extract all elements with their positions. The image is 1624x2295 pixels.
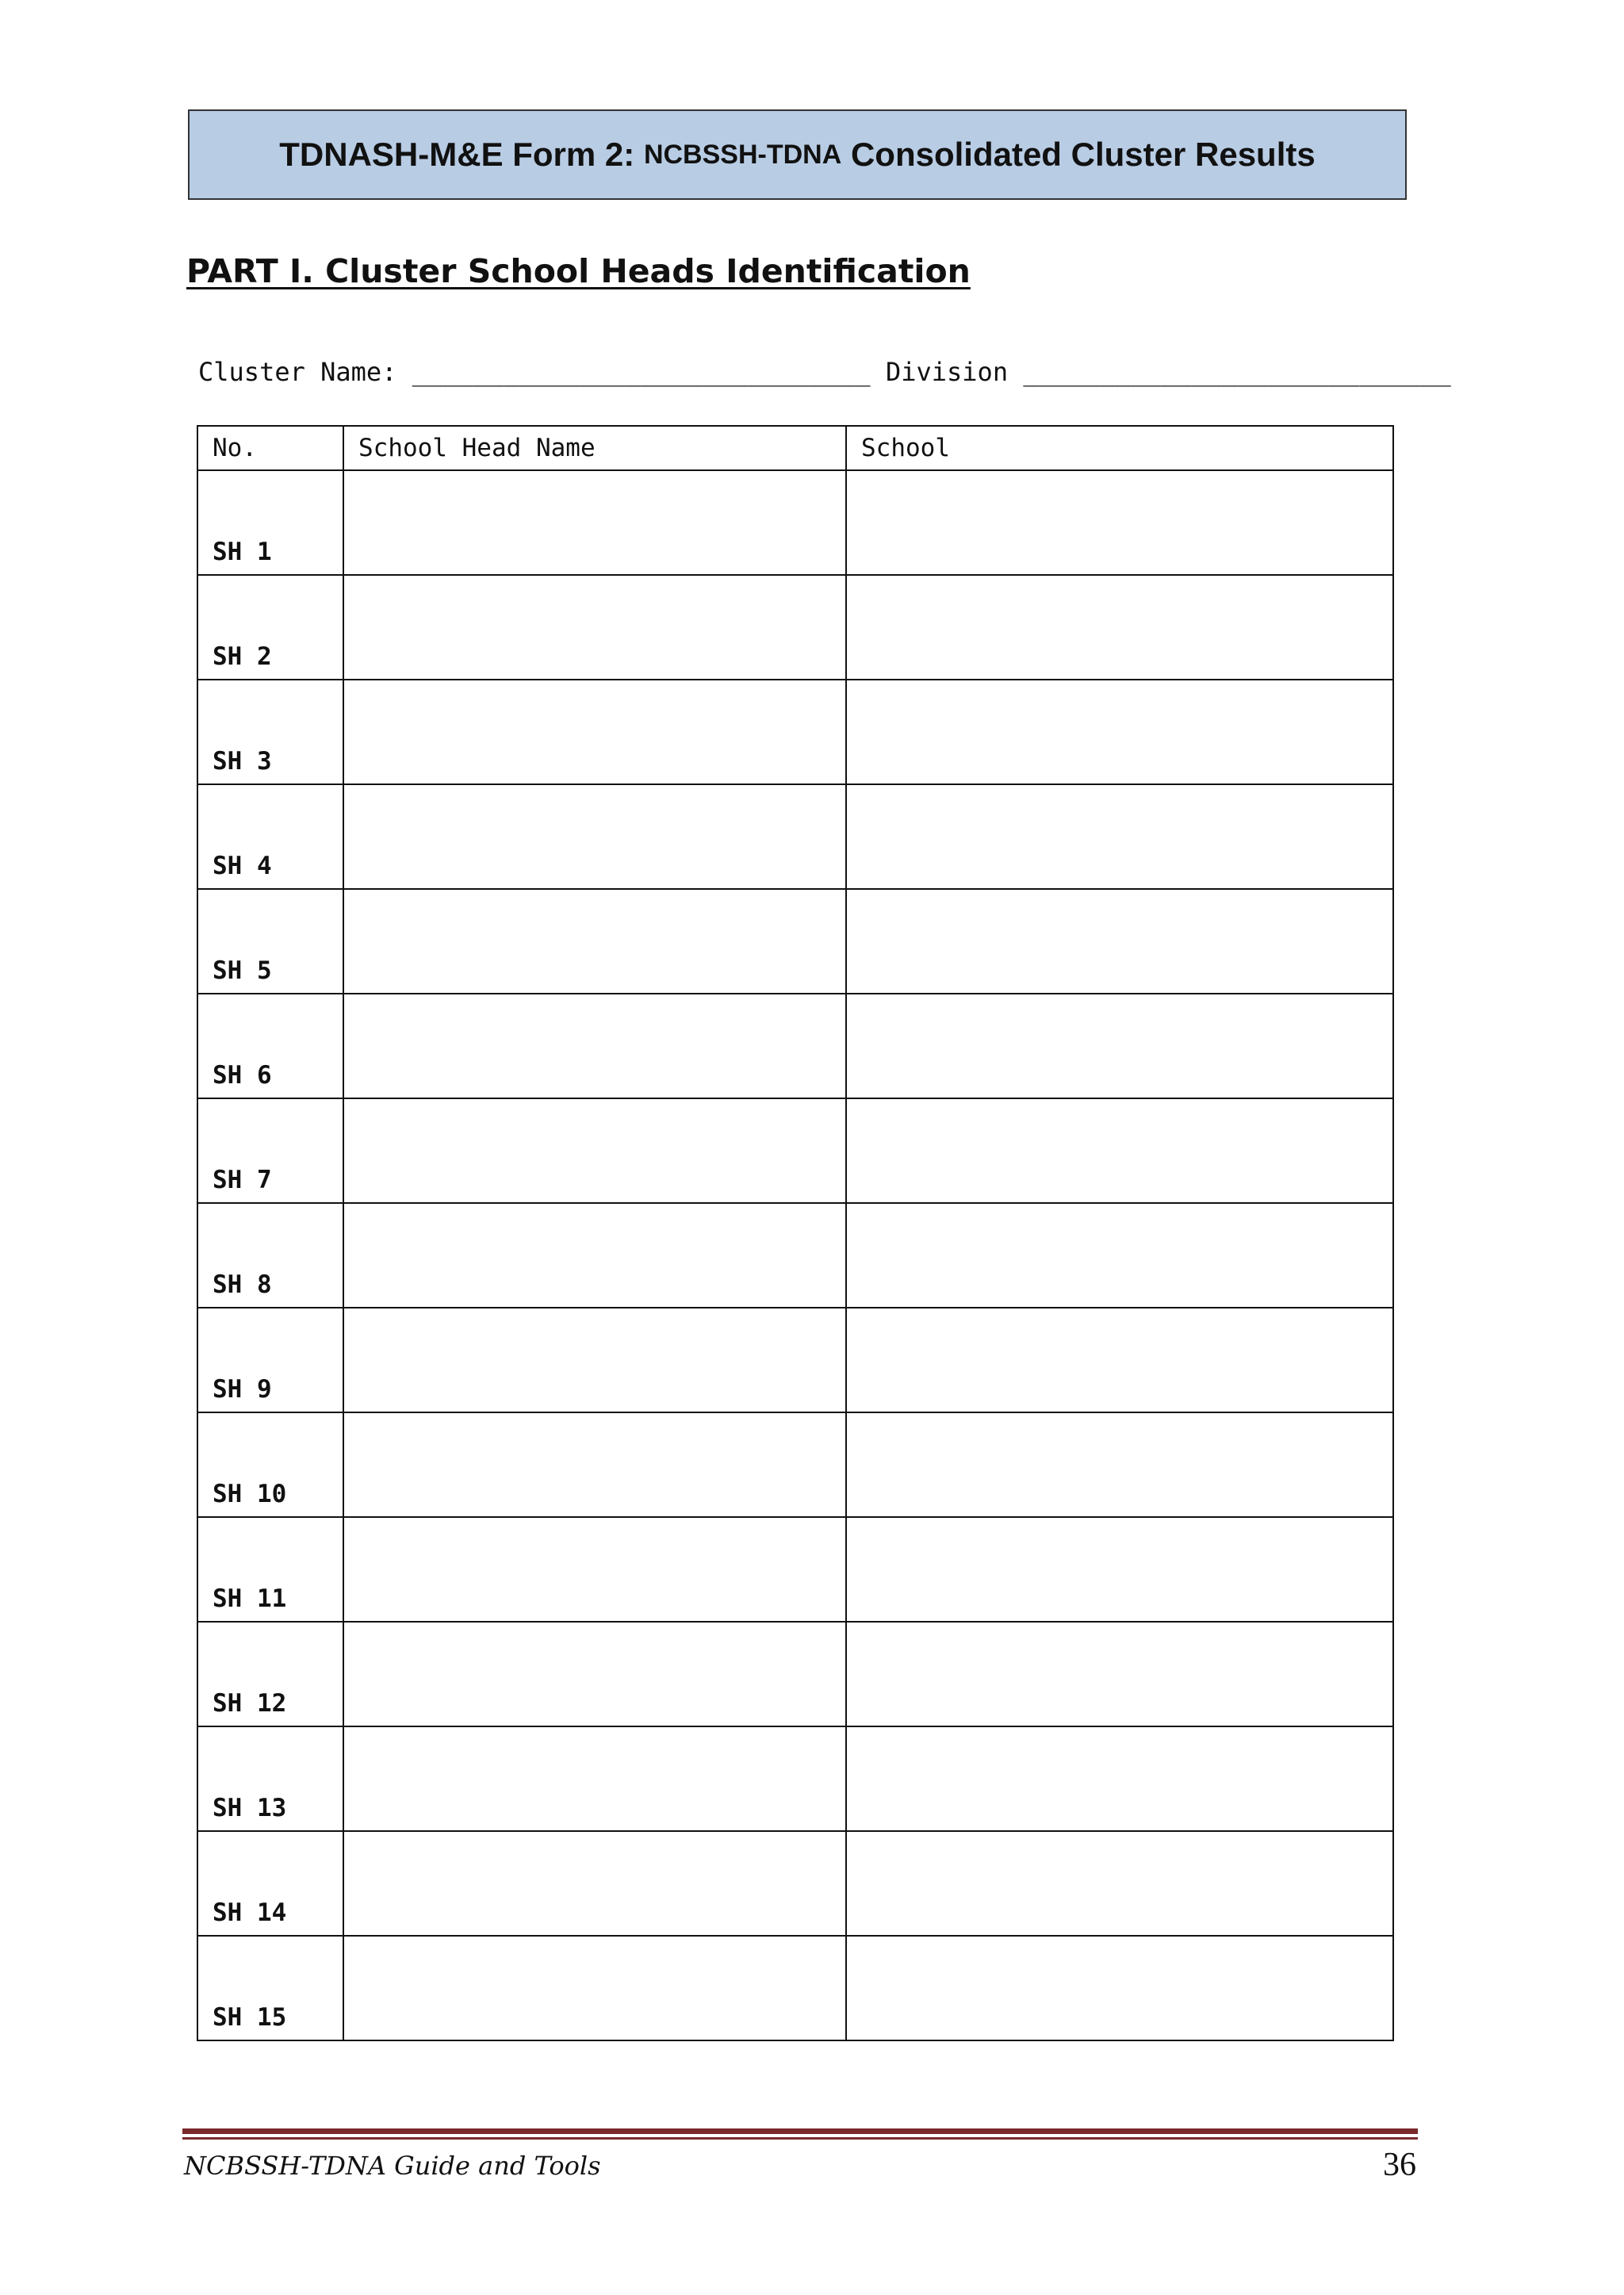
- table-header-row: [197, 426, 1393, 470]
- school-head-name-cell[interactable]: [343, 470, 846, 575]
- table-row: [197, 1726, 1393, 1831]
- school-head-name-cell[interactable]: [343, 1831, 846, 1936]
- school-head-name-cell[interactable]: [343, 1412, 846, 1517]
- form-title-colon: :: [623, 136, 635, 173]
- school-cell[interactable]: [846, 1622, 1393, 1726]
- school-cell[interactable]: [846, 994, 1393, 1098]
- table-row: [197, 470, 1393, 575]
- school-cell[interactable]: [846, 470, 1393, 575]
- row-number: SH 2: [197, 575, 343, 680]
- school-cell[interactable]: [846, 575, 1393, 680]
- row-number: SH 5: [197, 889, 343, 994]
- school-cell[interactable]: [846, 1517, 1393, 1622]
- school-cell[interactable]: [846, 1831, 1393, 1936]
- row-number: SH 14: [197, 1831, 343, 1936]
- row-number: SH 7: [197, 1098, 343, 1203]
- row-number: SH 13: [197, 1726, 343, 1831]
- table-row: [197, 1517, 1393, 1622]
- form-title-part1: TDNASH-M&E Form 2: [279, 136, 624, 173]
- school-head-name-cell[interactable]: [343, 575, 846, 680]
- row-number: SH 15: [197, 1936, 343, 2040]
- school-cell[interactable]: [846, 889, 1393, 994]
- school-head-name-cell[interactable]: [343, 889, 846, 994]
- page-number: 36: [1383, 2147, 1416, 2183]
- row-number: SH 12: [197, 1622, 343, 1726]
- form-title-part2: NCBSSH-TDNA: [643, 139, 842, 170]
- school-cell[interactable]: [846, 1308, 1393, 1412]
- school-cell[interactable]: [846, 784, 1393, 889]
- school-head-name-cell[interactable]: [343, 784, 846, 889]
- table-row: [197, 1412, 1393, 1517]
- school-head-name-cell[interactable]: [343, 1098, 846, 1203]
- school-cell[interactable]: [846, 1098, 1393, 1203]
- table-row: [197, 1831, 1393, 1936]
- school-heads-table: [197, 425, 1394, 2041]
- school-head-name-cell[interactable]: [343, 1726, 846, 1831]
- row-number: SH 3: [197, 680, 343, 784]
- school-cell[interactable]: [846, 1726, 1393, 1831]
- table-row: [197, 889, 1393, 994]
- row-number: SH 6: [197, 994, 343, 1098]
- footer-rule-thin: [182, 2137, 1418, 2140]
- table-row: [197, 575, 1393, 680]
- cluster-division-line: Cluster Name: ______________________________ Division ____________________________: [198, 357, 1451, 387]
- header-school: School: [846, 426, 1393, 470]
- row-number: SH 8: [197, 1203, 343, 1308]
- row-number: SH 1: [197, 470, 343, 575]
- row-number: SH 9: [197, 1308, 343, 1412]
- school-cell[interactable]: [846, 1936, 1393, 2040]
- form-title-part3: Consolidated Cluster Results: [850, 136, 1316, 173]
- school-head-name-cell[interactable]: [343, 994, 846, 1098]
- school-head-name-cell[interactable]: [343, 1517, 846, 1622]
- school-head-name-cell[interactable]: [343, 1622, 846, 1726]
- table-row: [197, 1308, 1393, 1412]
- school-cell[interactable]: [846, 1203, 1393, 1308]
- table-row: [197, 784, 1393, 889]
- school-head-name-cell[interactable]: [343, 1936, 846, 2040]
- table-row: [197, 680, 1393, 784]
- row-number: SH 11: [197, 1517, 343, 1622]
- table-row: [197, 1203, 1393, 1308]
- footer-rule: [182, 2128, 1418, 2134]
- school-head-name-cell[interactable]: [343, 1203, 846, 1308]
- school-cell[interactable]: [846, 1412, 1393, 1517]
- row-number: SH 4: [197, 784, 343, 889]
- table-row: [197, 1098, 1393, 1203]
- form-title-box: [188, 109, 1407, 200]
- header-school-head-name: School Head Name: [343, 426, 846, 470]
- table-row: [197, 994, 1393, 1098]
- row-number: SH 10: [197, 1412, 343, 1517]
- school-head-name-cell[interactable]: [343, 1308, 846, 1412]
- school-cell[interactable]: [846, 680, 1393, 784]
- header-no: No.: [197, 426, 343, 470]
- table-row: [197, 1622, 1393, 1726]
- part-heading: PART I. Cluster School Heads Identification: [186, 252, 971, 290]
- table-row: [197, 1936, 1393, 2040]
- school-head-name-cell[interactable]: [343, 680, 846, 784]
- footer-document-title: NCBSSH-TDNA Guide and Tools: [184, 2151, 601, 2181]
